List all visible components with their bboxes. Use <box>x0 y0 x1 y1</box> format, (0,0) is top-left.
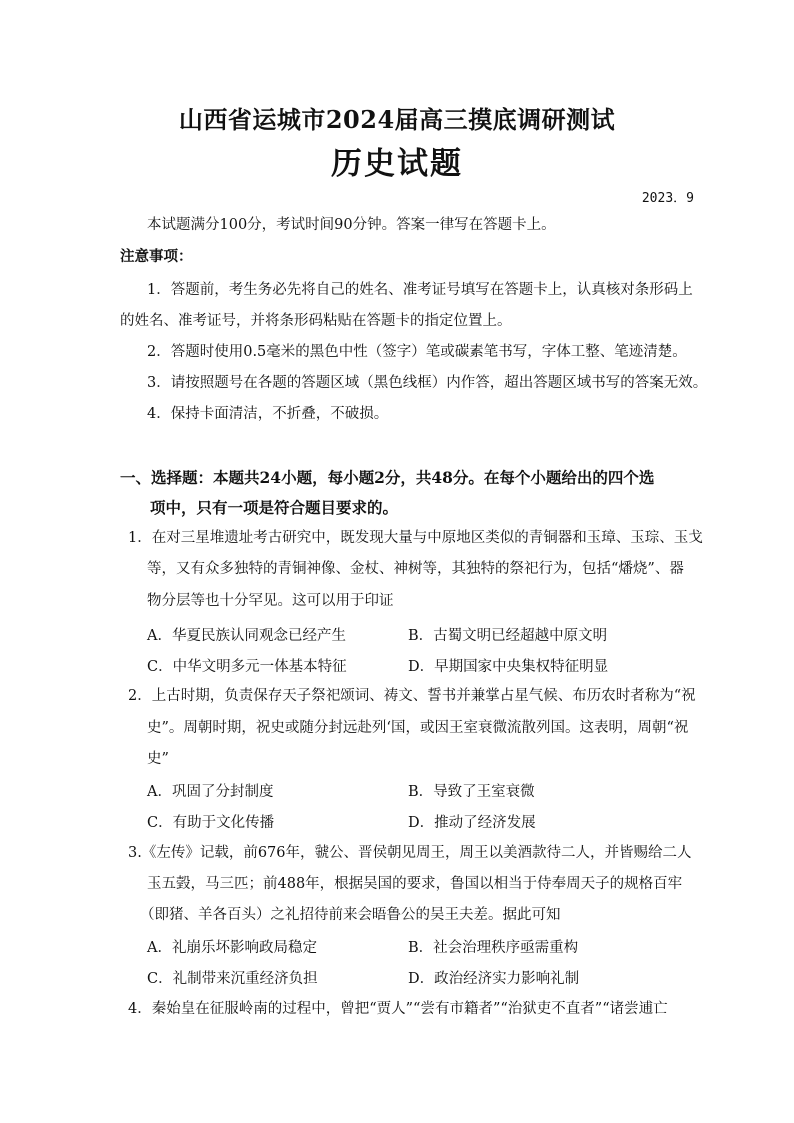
question-2-line-2: 史”。周朝时期，祝史或随分封远赴列‘国，或因王室衰微流散列国。这表明，周朝“祝 <box>147 720 689 736</box>
question-4-line-1: 4．秦始皇在征服岭南的过程中，曾把“贾人”“尝有市籍者”“治狱吏不直者”“诸尝逋亡 <box>128 1001 668 1017</box>
question-2-option-b: B．导致了王室衰微 <box>408 784 535 800</box>
notice-item-1: 1．答题前，考生务必先将自己的姓名、准考证号填写在答题卡上，认真核对条形码上 <box>147 282 693 298</box>
notice-item-4: 4．保持卡面清洁，不折叠，不破损。 <box>147 406 389 422</box>
section-heading-line1: 一、选择题：本题共24小题，每小题2分，共48分。在每个小题给出的四个选 <box>120 468 655 487</box>
question-3-option-b: B．社会治理秩序亟需重构 <box>408 940 579 956</box>
question-3-option-a: A．礼崩乐坏影响政局稳定 <box>147 940 317 956</box>
question-3-line-1: 3.《左传》记载，前676年，虢公、晋侯朝见周王，周王以美酒款待二人，并皆赐给二人 <box>128 845 692 861</box>
question-1-line-2: 等，又有众多独特的青铜神像、金杖、神树等，其独特的祭祀行为，包括“燔烧”、器 <box>147 561 684 577</box>
question-1-line-3: 物分层等也十分罕见。这可以用于印证 <box>147 593 394 609</box>
question-2-option-a: A．巩固了分封制度 <box>147 784 274 800</box>
question-2-option-d: D．推动了经济发展 <box>408 815 536 831</box>
exam-title: 山西省运城市2024届高三摸底调研测试 <box>178 105 616 134</box>
question-3-option-d: D．政治经济实力影响礼制 <box>408 971 580 987</box>
question-3-line-3: （即猪、羊各百头）之礼招待前来会晤鲁公的吴王夫差。据此可知 <box>140 907 561 923</box>
notice-item-3: 3．请按照题号在各题的答题区域（黑色线框）内作答，超出答题区域书写的答案无效。 <box>147 375 708 391</box>
question-1-option-d: D．早期国家中央集权特征明显 <box>408 659 609 675</box>
question-1-option-a: A．华夏民族认同观念已经产生 <box>147 628 346 644</box>
question-2-option-c: C．有助于文化传播 <box>147 815 275 831</box>
question-1-option-c: C．中华文明多元一体基本特征 <box>147 659 347 675</box>
question-1-option-b: B．古蜀文明已经超越中原文明 <box>408 628 608 644</box>
question-3-line-2: 玉五瑴，马三匹；前488年，根据吴国的要求，鲁国以相当于侍奉周天子的规格百牢 <box>147 876 683 892</box>
intro-text: 本试题满分100分，考试时间90分钟。答案一律写在答题卡上。 <box>147 217 556 233</box>
section-heading-line2: 项中，只有一项是符合题目要求的。 <box>150 498 399 517</box>
question-2-line-1: 2．上古时期，负责保存天子祭祀颂词、祷文、誓书并兼掌占星气候、布历农时者称为“祝 <box>128 688 696 704</box>
exam-date: 2023．9 <box>641 191 694 206</box>
notice-heading: 注意事项： <box>120 248 193 265</box>
exam-subject-title: 历史试题 <box>331 146 463 182</box>
question-3-option-c: C．礼制带来沉重经济负担 <box>147 971 318 987</box>
question-2-line-3: 史” <box>147 751 169 767</box>
notice-item-2: 2．答题时使用0.5毫米的黑色中性（签字）笔或碳素笔书写，字体工整、笔迹清楚。 <box>147 344 687 360</box>
question-1-line-1: 1．在对三星堆遗址考古研究中，既发现大量与中原地区类似的青铜器和玉璋、玉琮、玉戈 <box>128 530 703 546</box>
notice-item-1-cont: 的姓名、准考证号，并将条形码粘贴在答题卡的指定位置上。 <box>120 313 512 329</box>
